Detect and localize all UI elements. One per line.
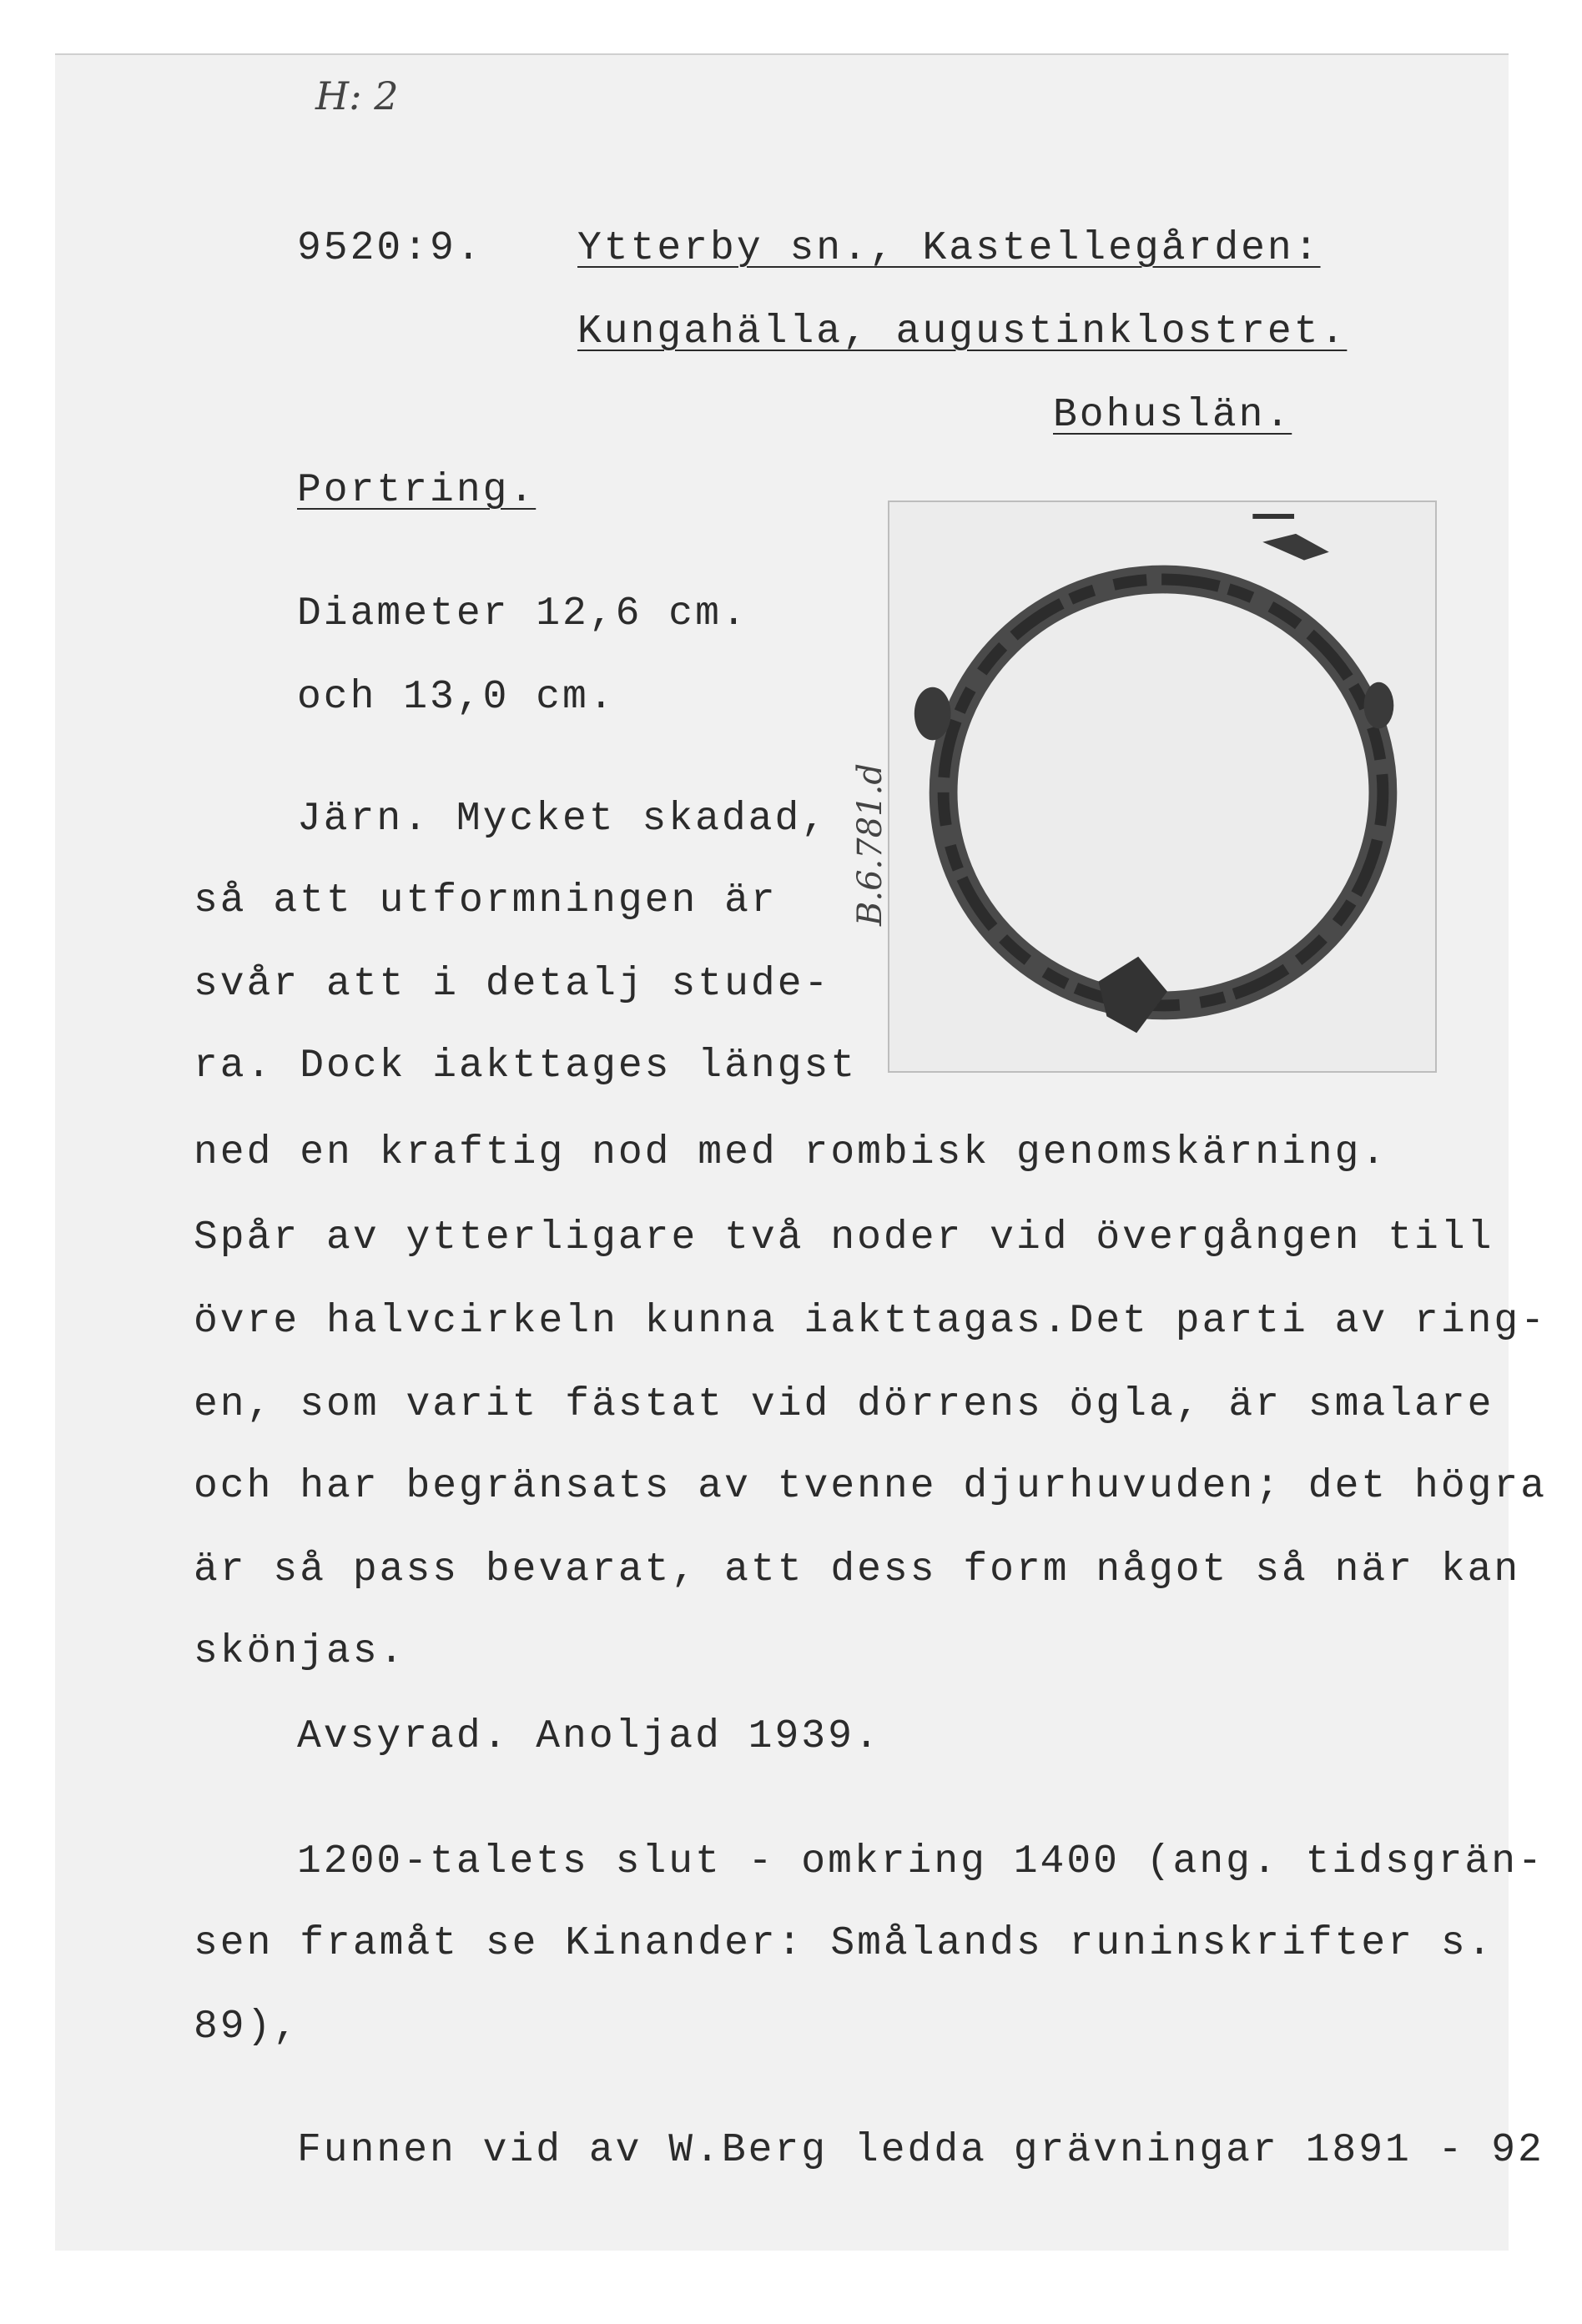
diameter-line-1: Diameter 12,6 cm. bbox=[297, 591, 748, 636]
description-line-2: så att utformningen är bbox=[194, 878, 778, 923]
description-line-8: en, som varit fästat vid dörrens ögla, är smalare bbox=[194, 1382, 1494, 1427]
treatment-note: Avsyrad. Anoljad 1939. bbox=[297, 1714, 881, 1759]
description-line-1: Järn. Mycket skadad, bbox=[297, 797, 829, 842]
description-line-10: är så pass bevarat, att dess form något så när kan bbox=[194, 1547, 1521, 1592]
description-line-6: Spår av ytterligare två noder vid övergången till bbox=[194, 1215, 1494, 1260]
description-line-5: ned en kraftig nod med rombisk genomskärning. bbox=[194, 1130, 1388, 1175]
description-line-7: övre halvcirkeln kunna iakttagas.Det parti av ring- bbox=[194, 1299, 1548, 1344]
location-line-1: Ytterby sn., Kastellegården: bbox=[577, 226, 1321, 271]
photo-reference: B.6.781.d bbox=[851, 763, 889, 926]
province: Bohuslän. bbox=[1053, 393, 1292, 438]
diameter-line-2: och 13,0 cm. bbox=[297, 675, 616, 720]
iron-door-ring-image bbox=[889, 502, 1435, 1071]
dating-line-2: sen framåt se Kinander: Smålands runinskrifter s. bbox=[194, 1921, 1494, 1966]
description-line-11: skönjas. bbox=[194, 1629, 406, 1674]
dating-line-3: 89), bbox=[194, 2005, 300, 2050]
description-line-4: ra. Dock iakttages längst bbox=[194, 1044, 858, 1089]
find-info: Funnen vid av W.Berg ledda grävningar 1891 - 92 bbox=[297, 2128, 1544, 2173]
object-title: Portring. bbox=[297, 468, 537, 513]
handwritten-mark: H: 2 bbox=[315, 73, 399, 118]
location-line-2: Kungahälla, augustinklostret. bbox=[577, 309, 1348, 355]
description-line-9: och har begränsats av tvenne djurhuvuden; det högra bbox=[194, 1464, 1548, 1509]
ring-photograph bbox=[888, 501, 1437, 1073]
dating-line-1: 1200-talets slut - omkring 1400 (ang. tidsgrän- bbox=[297, 1839, 1544, 1884]
description-line-3: svår att i detalj stude- bbox=[194, 962, 831, 1007]
catalog-number: 9520:9. bbox=[297, 226, 483, 271]
